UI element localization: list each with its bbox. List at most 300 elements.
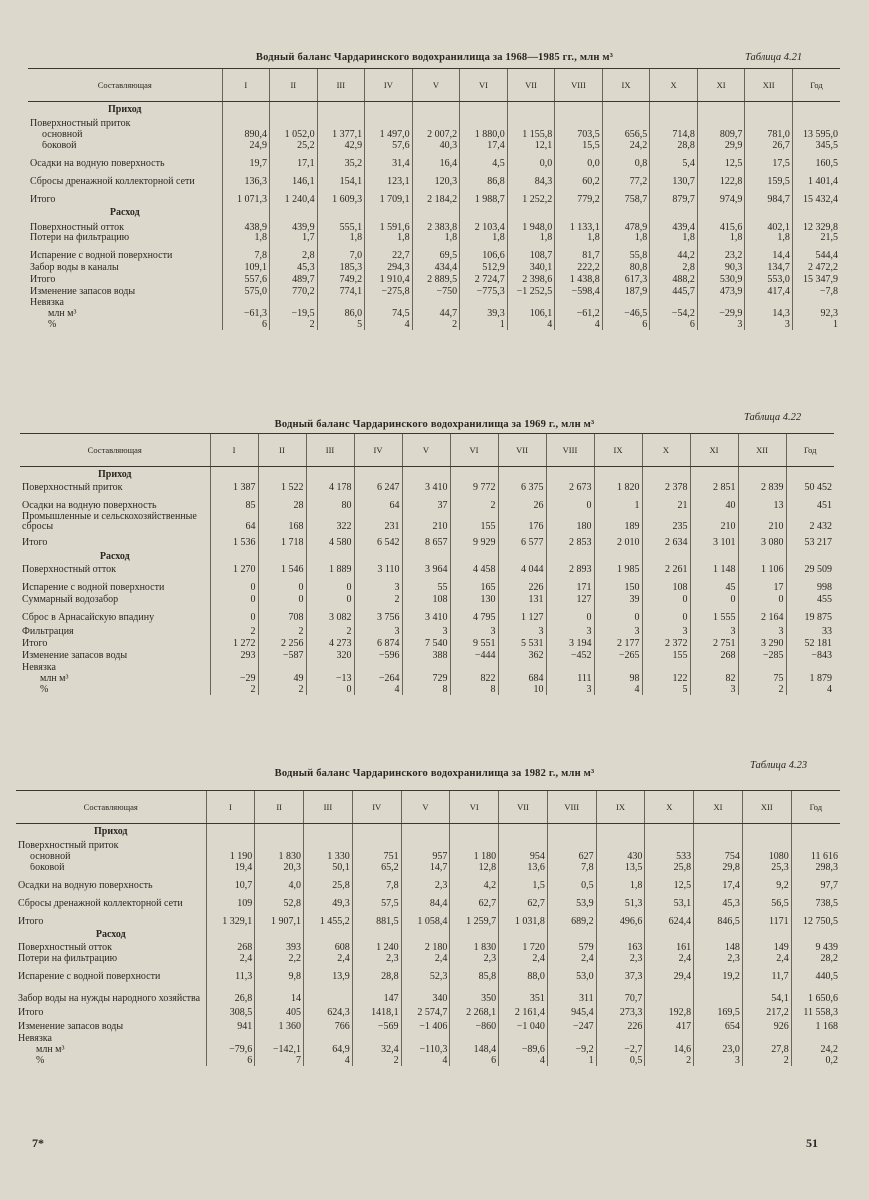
value-cell <box>555 102 603 119</box>
row-label: Забор воды на нужды народного хозяйства <box>18 993 201 1005</box>
value-cell: 1 330 <box>304 852 353 863</box>
value-cell: 176 <box>498 512 546 533</box>
row-label: Итого <box>22 638 48 650</box>
value-cell: 689,2 <box>547 909 596 927</box>
value-cell: 1171 <box>742 909 791 927</box>
value-cell: 3 410 <box>402 483 450 494</box>
row-label: Невязка <box>30 298 64 309</box>
value-cell <box>450 824 499 841</box>
value-cell <box>401 824 450 841</box>
value-cell <box>401 927 450 943</box>
value-cell: 33 <box>786 624 834 638</box>
section-heading: Расход <box>95 929 126 941</box>
value-cell: 308,5 <box>206 1005 255 1019</box>
value-cell <box>317 205 365 221</box>
value-cell: 226 <box>498 576 546 594</box>
value-cell <box>547 824 596 841</box>
value-cell <box>365 205 413 221</box>
value-cell: 27,8 <box>742 1045 791 1056</box>
value-cell: 1 650,6 <box>791 983 840 1005</box>
value-cell <box>352 824 401 841</box>
value-cell: 1,8 <box>317 233 365 244</box>
value-cell: 1 455,2 <box>304 909 353 927</box>
column-header-month: VIII <box>547 791 596 824</box>
value-cell: 4,2 <box>450 873 499 891</box>
value-cell: 4 044 <box>498 565 546 576</box>
value-cell <box>354 662 402 674</box>
value-cell: 12,1 <box>507 141 555 152</box>
table-row <box>16 1045 840 1056</box>
value-cell: 2 256 <box>258 638 306 650</box>
value-cell: 148 <box>694 943 743 954</box>
value-cell: 451 <box>786 494 834 512</box>
value-cell: 1 180 <box>450 852 499 863</box>
value-cell: 50 452 <box>786 483 834 494</box>
value-cell: 189 <box>594 512 642 533</box>
table-row <box>16 824 840 841</box>
row-label: % <box>36 1055 45 1066</box>
value-cell: 809,7 <box>697 130 745 141</box>
row-label: Осадки на водную поверхность <box>22 500 157 511</box>
table-row <box>20 685 834 696</box>
value-cell: −444 <box>450 650 498 662</box>
value-cell: 21 <box>642 494 690 512</box>
row-label: Поверхностный приток <box>22 483 123 493</box>
value-cell: 2,8 <box>270 244 318 262</box>
table-row <box>28 221 840 233</box>
value-cell: 108,7 <box>507 244 555 262</box>
value-cell: 2 724,7 <box>460 274 508 286</box>
table-row <box>20 674 834 685</box>
value-cell: 53,9 <box>547 891 596 909</box>
value-cell: 210 <box>690 512 738 533</box>
value-cell: 2 853 <box>546 533 594 549</box>
value-cell: 350 <box>450 983 499 1005</box>
value-cell: 9,8 <box>255 965 304 983</box>
value-cell: 3 <box>594 624 642 638</box>
value-cell: 127 <box>546 594 594 606</box>
value-cell: 2,3 <box>694 954 743 965</box>
value-cell: 17 <box>738 576 786 594</box>
value-cell: 109 <box>206 891 255 909</box>
value-cell: 1 718 <box>258 533 306 549</box>
value-cell <box>210 549 258 565</box>
value-cell: 97,7 <box>791 873 840 891</box>
value-cell <box>258 549 306 565</box>
value-cell: 149 <box>742 943 791 954</box>
value-cell: 533 <box>645 852 694 863</box>
column-header-month: I <box>222 69 270 102</box>
value-cell: −1 252,5 <box>507 286 555 298</box>
value-cell: 749,2 <box>317 274 365 286</box>
value-cell: −29 <box>210 674 258 685</box>
value-cell <box>742 927 791 943</box>
value-cell <box>786 549 834 565</box>
value-cell: 106,1 <box>507 309 555 320</box>
value-cell: 2,4 <box>206 954 255 965</box>
table-row <box>16 1033 840 1045</box>
value-cell: 2,2 <box>255 954 304 965</box>
value-cell: 62,7 <box>499 891 548 909</box>
value-cell: 1 071,3 <box>222 187 270 205</box>
value-cell: 512,9 <box>460 262 508 274</box>
value-cell: 23,2 <box>697 244 745 262</box>
value-cell: 44,7 <box>412 309 460 320</box>
value-cell: 9 772 <box>450 483 498 494</box>
value-cell <box>270 205 318 221</box>
value-cell <box>450 1033 499 1045</box>
value-cell <box>738 549 786 565</box>
value-cell: 6 <box>206 1056 255 1067</box>
value-cell <box>594 467 642 484</box>
value-cell: 340 <box>401 983 450 1005</box>
value-cell: 439,4 <box>650 221 698 233</box>
value-cell: 2 184,2 <box>412 187 460 205</box>
table-row <box>16 852 840 863</box>
value-cell: 14,3 <box>745 309 793 320</box>
value-cell <box>642 662 690 674</box>
value-cell: 1 988,7 <box>460 187 508 205</box>
value-cell: 226 <box>596 1019 645 1033</box>
value-cell: 10,7 <box>206 873 255 891</box>
value-cell: 1,8 <box>507 233 555 244</box>
value-cell: 19,4 <box>206 863 255 874</box>
value-cell: 774,1 <box>317 286 365 298</box>
value-cell: 766 <box>304 1019 353 1033</box>
value-cell: 1,8 <box>412 233 460 244</box>
value-cell: 2,4 <box>401 954 450 965</box>
column-header-month: V <box>412 69 460 102</box>
value-cell: 57,6 <box>365 141 413 152</box>
value-cell: −89,6 <box>499 1045 548 1056</box>
value-cell: 15 347,9 <box>792 274 840 286</box>
value-cell: 7,8 <box>222 244 270 262</box>
value-cell: 28,2 <box>791 954 840 965</box>
value-cell <box>206 1033 255 1045</box>
value-cell: 77,2 <box>602 169 650 187</box>
value-cell: 13 <box>738 494 786 512</box>
value-cell: 405 <box>255 1005 304 1019</box>
value-cell: 4 <box>401 1056 450 1067</box>
value-cell: 455 <box>786 594 834 606</box>
value-cell: 13 595,0 <box>792 130 840 141</box>
value-cell: 2 383,8 <box>412 221 460 233</box>
value-cell: 40 <box>690 494 738 512</box>
value-cell: 1 <box>460 320 508 331</box>
column-header-month: II <box>255 791 304 824</box>
value-cell: 0 <box>546 494 594 512</box>
value-cell: 2 398,6 <box>507 274 555 286</box>
value-cell: 445,7 <box>650 286 698 298</box>
value-cell: 85 <box>210 494 258 512</box>
value-cell: 29 509 <box>786 565 834 576</box>
value-cell: 17,4 <box>460 141 508 152</box>
column-header-month: XI <box>694 791 743 824</box>
value-cell: 0 <box>642 594 690 606</box>
water-balance-table-1982 <box>16 790 840 1066</box>
value-cell <box>317 102 365 119</box>
value-cell <box>742 1033 791 1045</box>
value-cell <box>791 927 840 943</box>
table-row <box>20 606 834 624</box>
value-cell: 957 <box>401 852 450 863</box>
value-cell: 1 820 <box>594 483 642 494</box>
value-cell <box>546 467 594 484</box>
value-cell: 1 <box>547 1056 596 1067</box>
value-cell: 3 756 <box>354 606 402 624</box>
column-header-month: XI <box>690 434 738 467</box>
value-cell: 4 <box>594 685 642 696</box>
row-label: Итого <box>30 193 56 205</box>
column-header-component: Составляющая <box>28 69 222 102</box>
value-cell: 17,1 <box>270 151 318 169</box>
value-cell: 90,3 <box>697 262 745 274</box>
value-cell: 155 <box>450 512 498 533</box>
value-cell: 4 <box>365 320 413 331</box>
value-cell: 1 031,8 <box>499 909 548 927</box>
value-cell <box>306 662 354 674</box>
value-cell: 2 010 <box>594 533 642 549</box>
value-cell: 134,7 <box>745 262 793 274</box>
value-cell <box>304 927 353 943</box>
table-row <box>16 863 840 874</box>
value-cell: 2 889,5 <box>412 274 460 286</box>
value-cell: 1 148 <box>690 565 738 576</box>
value-cell <box>222 102 270 119</box>
value-cell: −598,4 <box>555 286 603 298</box>
value-cell: 235 <box>642 512 690 533</box>
value-cell: 136,3 <box>222 169 270 187</box>
column-header-month: IX <box>602 69 650 102</box>
value-cell: 155 <box>642 650 690 662</box>
column-header-month: III <box>306 434 354 467</box>
value-cell: 0 <box>306 685 354 696</box>
value-cell <box>645 983 694 1005</box>
value-cell: 1 438,8 <box>555 274 603 286</box>
value-cell: 1 907,1 <box>255 909 304 927</box>
column-header-month: III <box>304 791 353 824</box>
value-cell: 86,8 <box>460 169 508 187</box>
table-row <box>28 309 840 320</box>
value-cell: 2 <box>352 1056 401 1067</box>
table-row <box>20 662 834 674</box>
value-cell: 1 <box>594 494 642 512</box>
value-cell <box>596 1033 645 1045</box>
value-cell <box>791 824 840 841</box>
column-header-month: VII <box>507 69 555 102</box>
value-cell: 4 <box>354 685 402 696</box>
table-row <box>28 102 840 119</box>
value-cell: 2 <box>306 624 354 638</box>
value-cell <box>498 662 546 674</box>
column-header-month: XII <box>742 791 791 824</box>
value-cell: 123,1 <box>365 169 413 187</box>
value-cell <box>546 662 594 674</box>
row-label: млн м³ <box>48 308 77 319</box>
value-cell: 2,4 <box>547 954 596 965</box>
value-cell: 2,3 <box>450 954 499 965</box>
value-cell: 52 181 <box>786 638 834 650</box>
value-cell: 3 <box>450 624 498 638</box>
value-cell: 81,7 <box>555 244 603 262</box>
value-cell <box>352 927 401 943</box>
value-cell: 1 127 <box>498 606 546 624</box>
table-number: Таблица 4.21 <box>745 52 803 63</box>
value-cell: 2 432 <box>786 512 834 533</box>
value-cell <box>690 662 738 674</box>
value-cell: 440,5 <box>791 965 840 983</box>
value-cell: 1 329,1 <box>206 909 255 927</box>
table-row <box>20 594 834 606</box>
column-header-component: Составляющая <box>20 434 210 467</box>
value-cell <box>255 824 304 841</box>
value-cell: −1 040 <box>499 1019 548 1033</box>
value-cell: 708 <box>258 606 306 624</box>
value-cell: 21,5 <box>792 233 840 244</box>
value-cell: 159,5 <box>745 169 793 187</box>
column-header-month: Год <box>786 434 834 467</box>
row-label: Итого <box>18 915 44 927</box>
table-row <box>16 1056 840 1067</box>
value-cell: 738,5 <box>791 891 840 909</box>
value-cell: 2 161,4 <box>499 1005 548 1019</box>
column-header-month: VII <box>498 434 546 467</box>
value-cell <box>745 102 793 119</box>
value-cell: 3 110 <box>354 565 402 576</box>
value-cell: 684 <box>498 674 546 685</box>
value-cell: 24,2 <box>602 141 650 152</box>
value-cell: −860 <box>450 1019 499 1033</box>
value-cell: 430 <box>596 852 645 863</box>
row-label: Итого <box>30 274 56 286</box>
value-cell: 185,3 <box>317 262 365 274</box>
value-cell: 1 830 <box>255 852 304 863</box>
value-cell: 12,8 <box>450 863 499 874</box>
table-row <box>16 983 840 1005</box>
value-cell: 62,7 <box>450 891 499 909</box>
value-cell <box>645 824 694 841</box>
row-label: Изменение запасов воды <box>22 650 128 662</box>
value-cell: 49,3 <box>304 891 353 909</box>
value-cell: 0 <box>210 594 258 606</box>
value-cell: 0 <box>258 576 306 594</box>
value-cell: 557,6 <box>222 274 270 286</box>
value-cell: 120,3 <box>412 169 460 187</box>
value-cell: 150 <box>594 576 642 594</box>
value-cell: 0 <box>594 606 642 624</box>
value-cell: 75 <box>738 674 786 685</box>
value-cell: 2 472,2 <box>792 262 840 274</box>
value-cell: 7 <box>255 1056 304 1067</box>
value-cell <box>401 1033 450 1045</box>
value-cell: 1 155,8 <box>507 130 555 141</box>
value-cell <box>645 927 694 943</box>
value-cell: 478,9 <box>602 221 650 233</box>
column-header-month: X <box>650 69 698 102</box>
value-cell: 0,8 <box>602 151 650 169</box>
value-cell: 6 247 <box>354 483 402 494</box>
value-cell: 388 <box>402 650 450 662</box>
value-cell: 53 217 <box>786 533 834 549</box>
value-cell: 2 <box>742 1056 791 1067</box>
value-cell: −587 <box>258 650 306 662</box>
value-cell: 5 531 <box>498 638 546 650</box>
row-label: Невязка <box>18 1033 52 1045</box>
value-cell: 64,9 <box>304 1045 353 1056</box>
value-cell: 530,9 <box>697 274 745 286</box>
value-cell <box>352 1033 401 1045</box>
value-cell: 56,5 <box>742 891 791 909</box>
row-label: млн м³ <box>36 1044 65 1055</box>
value-cell: 293 <box>210 650 258 662</box>
value-cell: 222,2 <box>555 262 603 274</box>
value-cell: 555,1 <box>317 221 365 233</box>
row-label: Испарение с водной поверхности <box>22 582 165 594</box>
table-title: Водный баланс Чардаринского водохранилища за 1969 г., млн м³ <box>274 419 595 430</box>
value-cell: 473,9 <box>697 286 745 298</box>
value-cell: 163 <box>596 943 645 954</box>
value-cell: 0 <box>210 576 258 594</box>
value-cell: 25,2 <box>270 141 318 152</box>
column-header-month: Год <box>791 791 840 824</box>
value-cell: 1 360 <box>255 1019 304 1033</box>
value-cell: 3 <box>402 624 450 638</box>
value-cell <box>694 983 743 1005</box>
value-cell: 4 <box>507 320 555 331</box>
value-cell: 130 <box>450 594 498 606</box>
value-cell: 171 <box>546 576 594 594</box>
value-cell: 2 261 <box>642 565 690 576</box>
value-cell: 0,2 <box>791 1056 840 1067</box>
value-cell <box>402 662 450 674</box>
value-cell: 2,4 <box>742 954 791 965</box>
value-cell: 781,0 <box>745 130 793 141</box>
value-cell <box>555 205 603 221</box>
footer-signature: 7* <box>32 1136 44 1150</box>
value-cell: 311 <box>547 983 596 1005</box>
value-cell: 2 <box>354 594 402 606</box>
value-cell: 1 401,4 <box>792 169 840 187</box>
table-row <box>20 650 834 662</box>
value-cell: 210 <box>738 512 786 533</box>
value-cell <box>402 467 450 484</box>
row-label: основной <box>30 852 71 862</box>
value-cell: 122,8 <box>697 169 745 187</box>
value-cell: 31,4 <box>365 151 413 169</box>
value-cell <box>354 467 402 484</box>
value-cell: 109,1 <box>222 262 270 274</box>
value-cell: 45 <box>690 576 738 594</box>
table-row <box>20 467 834 484</box>
value-cell: 9 439 <box>791 943 840 954</box>
value-cell: 1 830 <box>450 943 499 954</box>
value-cell: 25,8 <box>645 863 694 874</box>
value-cell <box>412 205 460 221</box>
value-cell: −79,6 <box>206 1045 255 1056</box>
value-cell: 2 <box>210 685 258 696</box>
column-header-month: I <box>206 791 255 824</box>
value-cell: 268 <box>206 943 255 954</box>
value-cell: 1 259,7 <box>450 909 499 927</box>
value-cell: 2,3 <box>596 954 645 965</box>
table-row <box>16 909 840 927</box>
value-cell: −54,2 <box>650 309 698 320</box>
table-row <box>20 533 834 549</box>
header-row <box>16 791 840 824</box>
table-caption-2 <box>0 414 869 432</box>
value-cell: 84,4 <box>401 891 450 909</box>
value-cell <box>786 467 834 484</box>
